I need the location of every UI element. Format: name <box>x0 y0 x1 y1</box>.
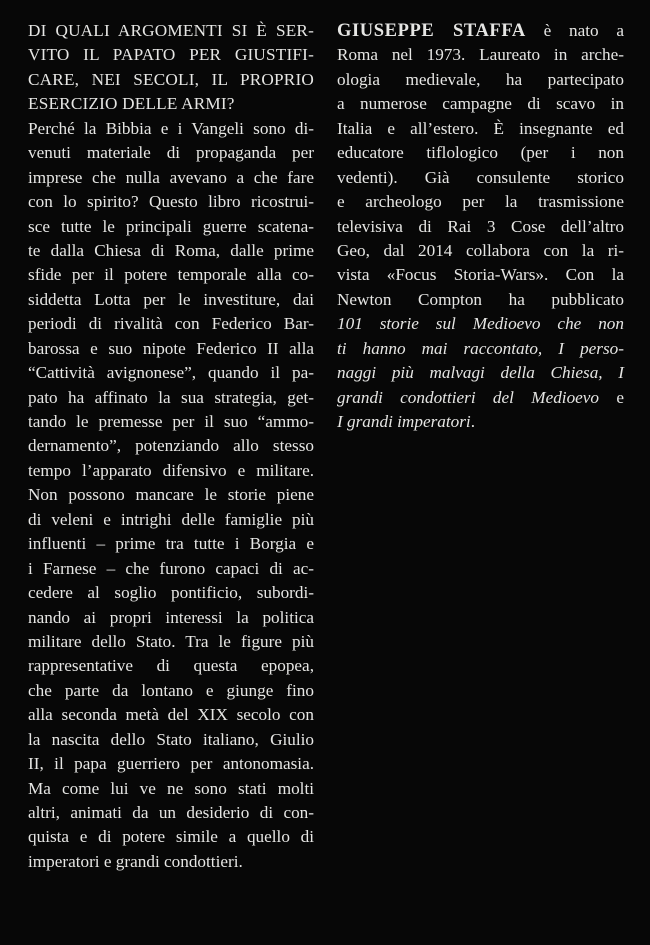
synopsis-heading <box>28 19 314 117</box>
synopsis-line: la nascita dello Stato italiano, Giulio <box>28 729 314 749</box>
synopsis-line: che parte da lontano e giunge fino <box>28 680 314 700</box>
synopsis-line: militare dello Stato. Tra le figure più <box>28 631 314 651</box>
synopsis-line: Non possono mancare le storie piene <box>28 485 314 505</box>
author-bio-first-line: GIUSEPPE STAFFA è nato a <box>337 21 624 41</box>
synopsis-line: alla seconda metà del XIX secolo con <box>28 705 314 725</box>
bio-line: vista «Focus Storia-Wars». Con la <box>337 265 624 285</box>
synopsis-line: influenti – prime tra tutte i Borgia e <box>28 534 314 554</box>
synopsis-line: barossa e suo nipote Federico II alla <box>28 338 314 358</box>
synopsis-line: cedere al soglio pontificio, subordi- <box>28 583 314 603</box>
author-bio <box>337 19 624 434</box>
publication-line: naggi più malvagi della Chiesa, I <box>337 363 624 383</box>
bio-line: Newton Compton ha pubblicato <box>337 289 624 309</box>
bio-line: vedenti). Già consulente storico <box>337 167 624 187</box>
publication-line: 101 storie sul Medioevo che non <box>337 314 624 334</box>
synopsis-line: nando ai propri interessi la politica <box>28 607 314 627</box>
synopsis-line: Perché la Bibbia e i Vangeli sono di- <box>28 118 314 138</box>
synopsis-line: con lo spirito? Questo libro ricostrui- <box>28 192 314 212</box>
synopsis-line: periodi di rivalità con Federico Bar- <box>28 314 314 334</box>
bio-line: ologia medievale, ha partecipato <box>337 69 624 89</box>
synopsis-line: quista e di potere simile a quello di <box>28 827 314 847</box>
author-publications-last-line: I grandi imperatori. <box>337 412 475 431</box>
synopsis-line: di veleni e intrighi delle famiglie più <box>28 509 314 529</box>
synopsis-line: imprese che nulla avevano a che fare <box>28 167 314 187</box>
heading-line: ESERCIZIO DELLE ARMI? <box>28 94 235 114</box>
bio-line: a numerose campagne di scavo in <box>337 94 624 114</box>
bio-line: Italia e all’estero. È insegnante ed <box>337 118 624 138</box>
synopsis-line: rappresentative di questa epopea, <box>28 656 314 676</box>
author-publications <box>337 312 624 385</box>
bio-line: educatore tiflologico (per i non <box>337 143 624 163</box>
book-title: grandi condottieri del Medioevo <box>337 387 600 407</box>
bio-line: televisiva di Rai 3 Cose dell’altro <box>337 216 624 236</box>
synopsis-line: sce tutte le principali guerre scatena- <box>28 216 314 236</box>
synopsis-line: tando le premesse per il suo “ammo- <box>28 412 314 431</box>
author-name: GIUSEPPE STAFFA <box>337 21 526 41</box>
synopsis-line: venuti materiale di propaganda per <box>28 143 314 163</box>
bio-line: Geo, dal 2014 collabora con la ri- <box>337 240 624 260</box>
heading-line: DI QUALI ARGOMENTI SI È SER- <box>28 21 314 40</box>
publication-line: ti hanno mai raccontato, I perso- <box>337 338 624 358</box>
synopsis-line: tempo l’apparato difensivo e militare. <box>28 460 314 480</box>
synopsis-line: “Cattività avignonese”, quando il pa- <box>28 363 314 383</box>
synopsis-line: i Farnese – che furono capaci di ac- <box>28 558 314 578</box>
synopsis-line: pato ha affinato la sua strategia, get- <box>28 387 314 407</box>
book-synopsis <box>28 19 314 874</box>
heading-line: CARE, NEI SECOLI, IL PROPRIO <box>28 69 314 89</box>
synopsis-line: Ma come lui ve ne sono stati molti <box>28 778 314 798</box>
synopsis-line: II, il papa guerriero per antonomasia. <box>28 754 314 774</box>
synopsis-line: altri, animati da un desiderio di con- <box>28 803 314 822</box>
synopsis-line: siddetta Lotta per le investiture, dai <box>28 289 314 309</box>
author-publications-line: grandi condottieri del Medioevo e <box>337 387 624 407</box>
bio-line: Roma nel 1973. Laureato in arche- <box>337 45 624 65</box>
author-bio-body <box>337 43 624 312</box>
synopsis-line: sfide per il potere temporale alla co- <box>28 265 314 285</box>
synopsis-body <box>28 117 314 875</box>
synopsis-line: dernamento”, potenziando allo stesso <box>28 436 314 456</box>
bio-line: e archeologo per la trasmissione <box>337 192 624 212</box>
synopsis-line: imperatori e grandi condottieri. <box>28 851 243 871</box>
synopsis-line: te dalla Chiesa di Roma, dalle prime <box>28 240 314 260</box>
heading-line: VITO IL PAPATO PER GIUSTIFI- <box>28 45 314 65</box>
book-title: I grandi imperatori <box>337 412 471 431</box>
